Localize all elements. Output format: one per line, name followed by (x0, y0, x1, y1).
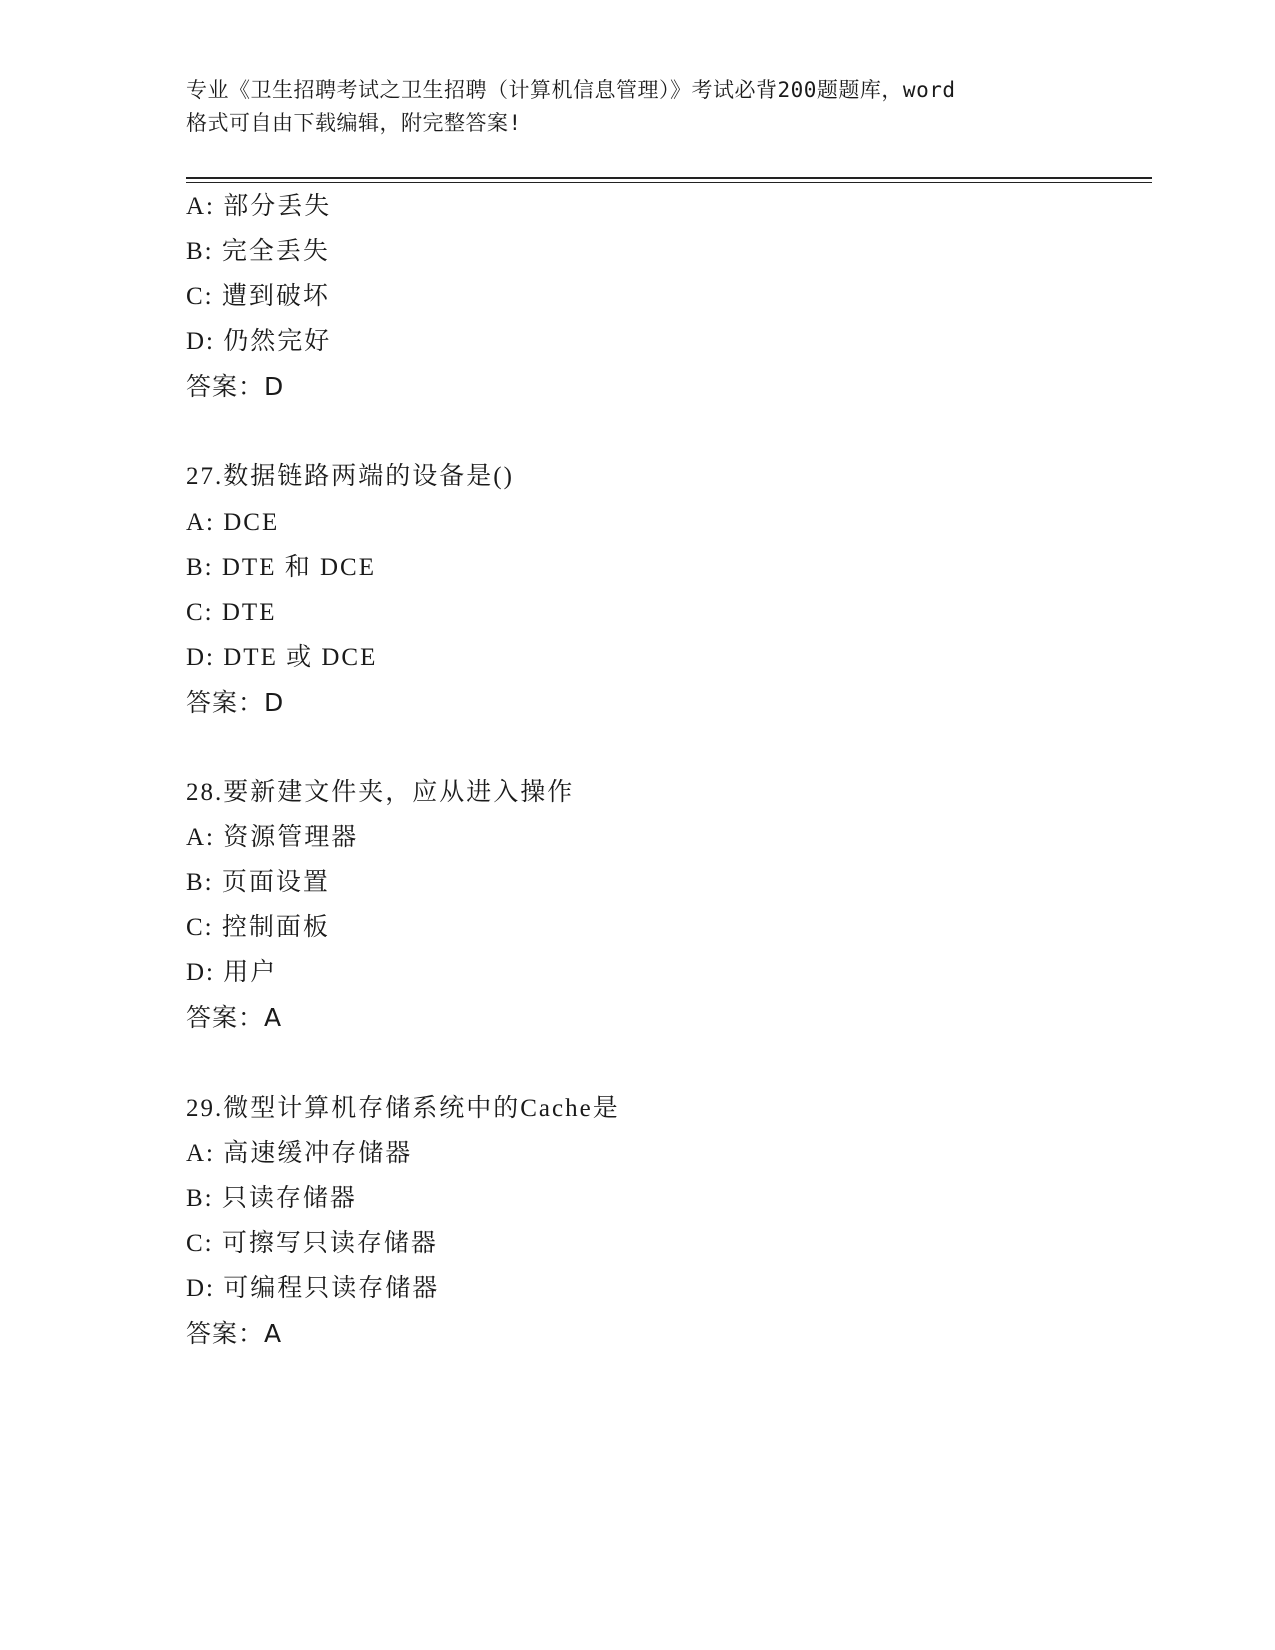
question-stem: 29.微型计算机存储系统中的Cache是 (186, 1095, 620, 1122)
option-a: A: 资源管理器 (186, 824, 359, 851)
header-line-2: 格式可自由下载编辑，附完整答案! (186, 111, 522, 135)
option-b: B: 页面设置 (186, 869, 330, 896)
option-b: B: 完全丢失 (186, 238, 330, 265)
option-b: B: 只读存储器 (186, 1185, 357, 1212)
header-divider-thin (186, 182, 1152, 183)
document-header (186, 74, 1091, 140)
option-b: B: DTE 和 DCE (186, 554, 376, 581)
option-a: A: 部分丢失 (186, 193, 332, 220)
answer-line: 答案：A (186, 1003, 283, 1032)
answer-line: 答案：D (186, 372, 285, 401)
option-c: C: 可擦写只读存储器 (186, 1230, 438, 1257)
question-stem: 27.数据链路两端的设备是() (186, 463, 514, 490)
header-divider-thick (186, 177, 1152, 179)
option-c: C: 遭到破坏 (186, 283, 330, 310)
answer-line: 答案：A (186, 1319, 283, 1348)
header-line-1: 专业《卫生招聘考试之卫生招聘（计算机信息管理）》考试必背200题题库，word (186, 78, 956, 102)
option-d: D: 用户 (186, 959, 278, 986)
option-d: D: DTE 或 DCE (186, 644, 378, 671)
answer-line: 答案：D (186, 688, 285, 717)
option-d: D: 仍然完好 (186, 328, 332, 355)
option-a: A: DCE (186, 509, 280, 536)
question-stem: 28.要新建文件夹，应从进入操作 (186, 779, 575, 806)
option-c: C: 控制面板 (186, 914, 330, 941)
option-d: D: 可编程只读存储器 (186, 1275, 440, 1302)
option-c: C: DTE (186, 599, 277, 626)
option-a: A: 高速缓冲存储器 (186, 1140, 413, 1167)
